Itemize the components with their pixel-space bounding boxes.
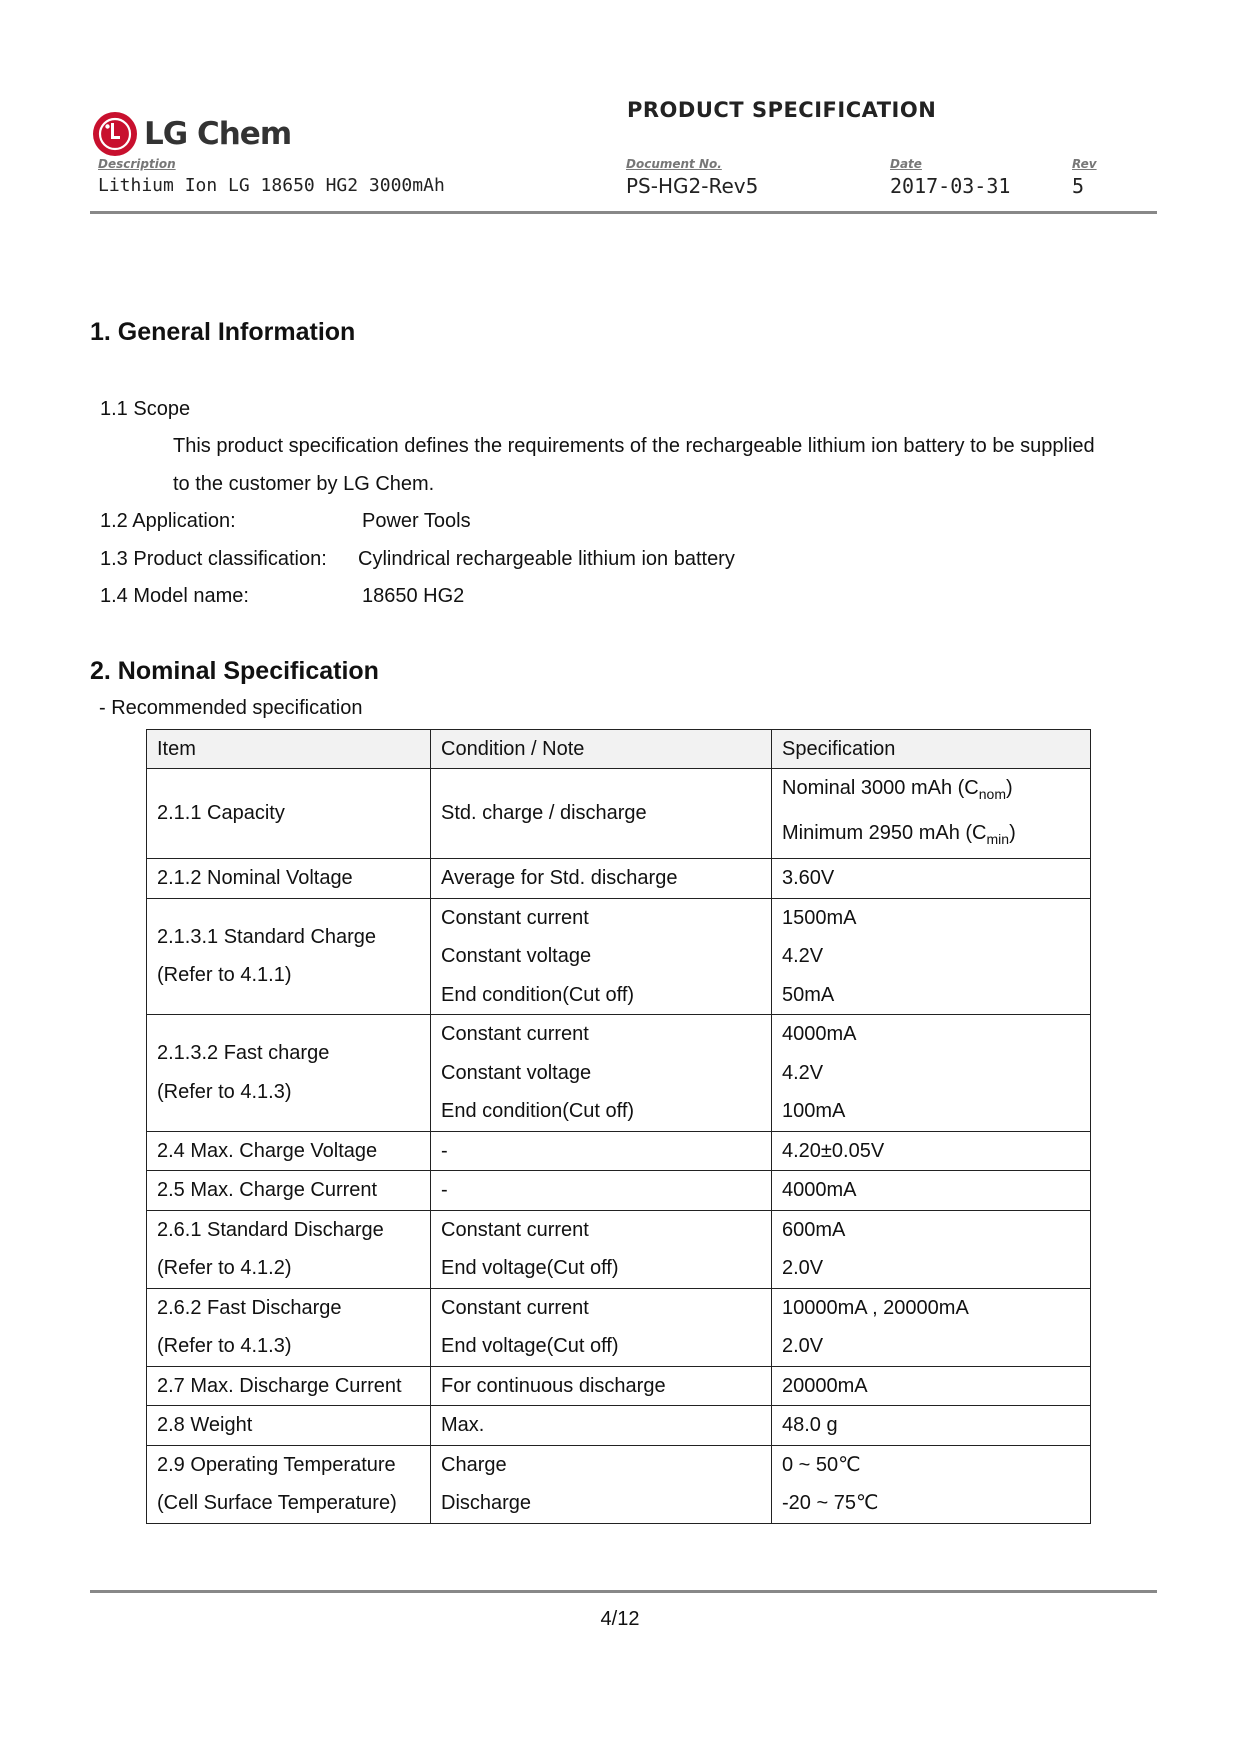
page-number: 4/12 [600, 1608, 640, 1630]
cell-spec [772, 1288, 1091, 1366]
spec-text: 4.2V [782, 945, 824, 967]
column-header-specification: Specification [772, 730, 1091, 769]
spec-text: 4000mA [782, 1179, 857, 1201]
cell-item [147, 1445, 431, 1523]
cell-item [147, 769, 431, 859]
capacity-text: Nominal 3000 mAh (C [782, 777, 979, 799]
table-row [147, 769, 1091, 859]
model-name-value: 18650 HG2 [362, 585, 465, 607]
column-header-condition: Condition / Note [431, 730, 772, 769]
capacity-subscript: min [986, 830, 1010, 847]
item-text: 2.5 Max. Charge Current [157, 1179, 378, 1201]
spec-text: 50mA [782, 983, 835, 1006]
cell-condition [431, 1366, 772, 1406]
cell-item [147, 1406, 431, 1446]
table-row [147, 1445, 1091, 1523]
spec-text: 4.20±0.05V [782, 1139, 885, 1162]
condition-text: - [441, 1139, 448, 1162]
item-text: 2.1.3.2 Fast charge [157, 1042, 330, 1065]
cell-item [147, 1131, 431, 1171]
condition-text: Std. charge / discharge [441, 802, 647, 825]
general-information-heading: 1. General Information [90, 318, 356, 346]
condition-text: End condition(Cut off) [441, 983, 635, 1006]
item-text: 2.7 Max. Discharge Current [157, 1374, 402, 1397]
cell-spec [772, 769, 1091, 859]
spec-text: 10000mA , 20000mA [782, 1296, 969, 1319]
condition-text: Constant current [441, 1296, 589, 1319]
capacity-text: Minimum 2950 mAh (C [782, 821, 987, 844]
cell-item [147, 1015, 431, 1132]
item-text: 2.4 Max. Charge Voltage [157, 1139, 378, 1162]
table-row [147, 1171, 1091, 1211]
scope-text-line-1: This product specification defines the requirements of the rechargeable lithium ion battery to be supplied [173, 435, 1095, 457]
spec-text: 4000mA [782, 1023, 857, 1045]
cell-condition [431, 1210, 772, 1288]
spec-text: -20 ~ 75℃ [782, 1492, 879, 1514]
table-row [147, 898, 1091, 1015]
cell-item [147, 1171, 431, 1211]
header-divider [90, 211, 1157, 214]
cell-condition [431, 1131, 772, 1171]
table-row [147, 1366, 1091, 1406]
cell-spec [772, 1015, 1091, 1132]
item-text: (Refer to 4.1.1) [157, 964, 292, 987]
cell-spec [772, 1406, 1091, 1446]
scope-label: 1.1 Scope [100, 398, 191, 420]
table-row [147, 1288, 1091, 1366]
capacity-text: ) [1005, 777, 1013, 799]
description-value: Lithium Ion LG 18650 HG2 3000mAh [98, 175, 445, 196]
cell-condition [431, 1288, 772, 1366]
table-row [147, 1015, 1091, 1132]
condition-text: Constant voltage [441, 1061, 592, 1084]
rev-value: 5 [1072, 174, 1085, 198]
condition-text: Charge [441, 1453, 507, 1476]
item-text: 2.9 Operating Temperature [157, 1453, 396, 1476]
recommended-specification-label: - Recommended specification [99, 697, 363, 719]
table-row [147, 1406, 1091, 1446]
item-text: 2.1.2 Nominal Voltage [157, 867, 353, 889]
capacity-minimum-line [782, 814, 1080, 859]
item-text: 2.6.1 Standard Discharge [157, 1218, 384, 1241]
condition-text: End condition(Cut off) [441, 1100, 635, 1122]
cell-condition [431, 1406, 772, 1446]
classification-value: Cylindrical rechargeable lithium ion battery [358, 548, 735, 570]
item-text: 2.1.3.1 Standard Charge [157, 925, 377, 948]
cell-spec [772, 1210, 1091, 1288]
condition-text: Constant current [441, 1218, 589, 1241]
spec-text: 20000mA [782, 1374, 868, 1397]
item-text: (Refer to 4.1.3) [157, 1080, 292, 1103]
footer-divider [90, 1590, 1157, 1593]
document-number-value: PS-HG2-Rev5 [626, 174, 759, 198]
cell-condition [431, 859, 772, 899]
document-number-label: Document No. [626, 157, 722, 171]
condition-text: Constant current [441, 1023, 589, 1045]
spec-text: 2.0V [782, 1257, 824, 1279]
date-value: 2017-03-31 [890, 174, 1011, 198]
condition-text: Average for Std. discharge [441, 867, 678, 889]
cell-item [147, 1210, 431, 1288]
spec-text: 2.0V [782, 1335, 824, 1357]
table-header-row [147, 730, 1091, 769]
spec-text: 1500mA [782, 906, 857, 929]
cell-item [147, 1366, 431, 1406]
item-text: (Cell Surface Temperature) [157, 1492, 397, 1514]
capacity-text: ) [1009, 821, 1016, 844]
document-title: PRODUCT SPECIFICATION [627, 98, 937, 122]
nominal-specification-heading: 2. Nominal Specification [90, 657, 379, 685]
condition-text: Max. [441, 1414, 485, 1436]
company-logo [92, 110, 291, 158]
column-header-item: Item [147, 730, 431, 769]
item-text: (Refer to 4.1.2) [157, 1257, 292, 1279]
application-label: 1.2 Application: [100, 510, 236, 532]
condition-text: End voltage(Cut off) [441, 1257, 619, 1279]
description-label: Description [98, 157, 176, 171]
spec-text: 3.60V [782, 867, 835, 889]
cell-item [147, 859, 431, 899]
table-row [147, 859, 1091, 899]
cell-spec [772, 898, 1091, 1015]
specification-table [146, 729, 1091, 1524]
condition-text: Constant voltage [441, 945, 592, 967]
spec-text: 100mA [782, 1100, 846, 1122]
condition-text: Discharge [441, 1492, 532, 1514]
cell-spec [772, 1366, 1091, 1406]
cell-item [147, 1288, 431, 1366]
cell-condition [431, 769, 772, 859]
classification-label: 1.3 Product classification: [100, 548, 327, 570]
cell-spec [772, 859, 1091, 899]
spec-text: 4.2V [782, 1061, 824, 1084]
cell-spec [772, 1131, 1091, 1171]
cell-condition [431, 1015, 772, 1132]
cell-condition [431, 1171, 772, 1211]
condition-text: Constant current [441, 906, 589, 929]
cell-condition [431, 1445, 772, 1523]
spec-text: 600mA [782, 1218, 846, 1241]
capacity-nominal-line [782, 769, 1080, 814]
cell-condition [431, 898, 772, 1015]
item-text: (Refer to 4.1.3) [157, 1335, 292, 1357]
spec-text: 0 ~ 50℃ [782, 1453, 861, 1476]
cell-spec [772, 1171, 1091, 1211]
cell-item [147, 898, 431, 1015]
table-row [147, 1210, 1091, 1288]
model-name-label: 1.4 Model name: [100, 585, 249, 607]
item-text: 2.6.2 Fast Discharge [157, 1296, 342, 1319]
condition-text: - [441, 1179, 448, 1201]
table-row [147, 1131, 1091, 1171]
condition-text: For continuous discharge [441, 1374, 666, 1397]
cell-spec [772, 1445, 1091, 1523]
capacity-subscript: nom [978, 786, 1006, 802]
condition-text: End voltage(Cut off) [441, 1335, 619, 1357]
spec-text: 48.0 g [782, 1414, 838, 1436]
item-text: 2.1.1 Capacity [157, 802, 285, 825]
application-value: Power Tools [362, 510, 471, 532]
date-label: Date [890, 157, 922, 171]
item-text: 2.8 Weight [157, 1414, 253, 1436]
rev-label: Rev [1072, 157, 1097, 171]
lg-logo-icon [92, 111, 138, 157]
logo-text: LG Chem [144, 116, 292, 152]
scope-text-line-2: to the customer by LG Chem. [173, 473, 435, 495]
